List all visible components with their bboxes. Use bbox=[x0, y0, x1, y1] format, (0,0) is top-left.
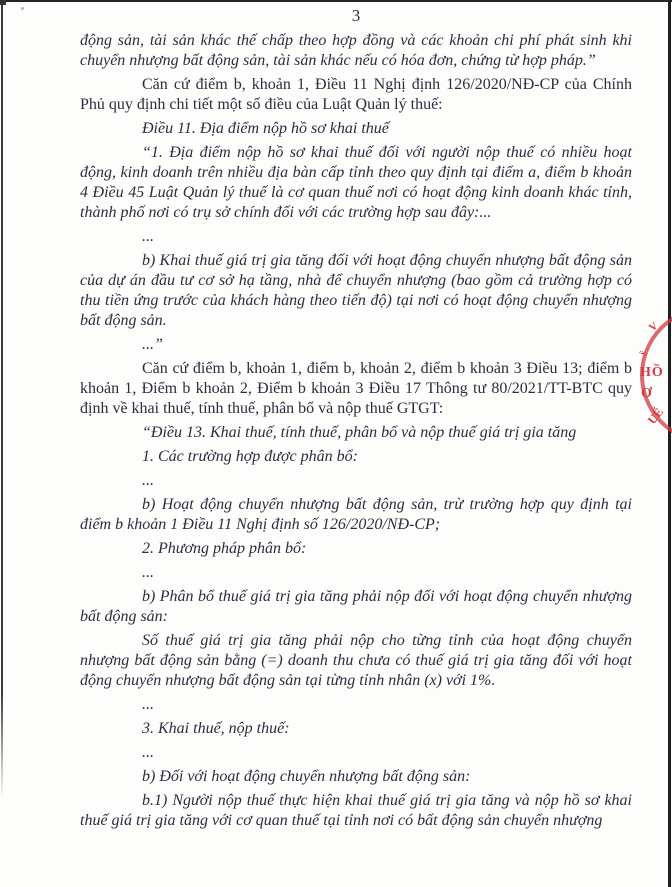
paragraph: Căn cứ điểm b, khoản 1, Điều 11 Nghị định 126/2020/NĐ-CP của Chính Phủ quy định chi tiết một số điều của Luật Quản lý thuế: bbox=[80, 76, 632, 113]
paragraph: “Điều 13. Khai thuế, tính thuế, phân bổ và nộp thuế giá trị gia tăng bbox=[142, 424, 577, 441]
paragraph: Điều 11. Địa điểm nộp hồ sơ khai thuế bbox=[142, 120, 389, 137]
paragraph: 3. Khai thuế, nộp thuế: bbox=[142, 720, 290, 737]
scan-corner-mark bbox=[0, 0, 6, 5]
stamp-text-fragment: UẾ bbox=[644, 405, 666, 427]
paragraph: 1. Các trường hợp được phân bổ: bbox=[142, 448, 358, 465]
scan-edge-right bbox=[668, 0, 671, 887]
stamp-text-fragment: ỹ bbox=[637, 349, 648, 357]
paragraph: ... bbox=[142, 696, 154, 713]
paragraph: b) Khai thuế giá trị gia tăng đối với hoạt động chuyển nhượng bất động sản của dự án đầu tư cơ sở hạ tầng, nhà để chuyển nhượng (bao gồm cả trường hợp có thu tiền ứng trước của khách hàng theo tiến độ) tại nơi có hoạt động chuyển nhượng bất động sản. bbox=[80, 252, 632, 329]
paragraph: b) Hoạt động chuyển nhượng bất động sản, trừ trường hợp quy định tại điểm b khoản 1 Điều 11 Nghị định số 126/2020/NĐ-CP; bbox=[80, 496, 632, 533]
paragraph: ... bbox=[142, 564, 154, 581]
paragraph: ... bbox=[142, 472, 154, 489]
paragraph: ... bbox=[142, 744, 154, 761]
document-body bbox=[80, 31, 632, 835]
paragraph: ...” bbox=[142, 336, 163, 353]
paragraph: Căn cứ điểm b, khoản 1, điểm b, khoản 2, điểm b khoản 3 Điều 13; điểm b khoản 1, Điểm b khoản 2, Điểm b khoản 3 Điều 17 Thông tư 80/2021/TT-BTC quy định về khai thuế, tính thuế, phân bổ và nộp thuế GTGT: bbox=[80, 360, 632, 417]
paragraph: Số thuế giá trị gia tăng phải nộp cho từng tỉnh của hoạt động chuyển nhượng bất động sản bằng (=) doanh thu chưa có thuế giá trị gia tăng đối với hoạt động chuyển nhượng bất động sản tại từng tỉnh nhân (x) với 1%. bbox=[80, 632, 632, 689]
paragraph: b) Phân bổ thuế giá trị gia tăng phải nộp đối với hoạt động chuyển nhượng bất động sản: bbox=[80, 588, 632, 625]
scan-edge-left bbox=[1, 0, 3, 887]
paragraph: động sản, tài sản khác thế chấp theo hợp đồng và các khoản chi phí phát sinh khi chuyển nhượng bất động sản, tài sản khác nếu có hóa đơn, chứng từ hợp pháp.” bbox=[80, 32, 632, 69]
paragraph: ... bbox=[142, 228, 154, 245]
stamp-text-fragment: HỒ bbox=[640, 365, 664, 380]
scan-edge-top bbox=[0, 0, 672, 2]
paragraph: 2. Phương pháp phân bổ: bbox=[142, 540, 307, 557]
stamp-text-fragment: V bbox=[646, 319, 661, 335]
paragraph: b.1) Người nộp thuế thực hiện khai thuế giá trị gia tăng và nộp hồ sơ khai thuế giá trị gia tăng với cơ quan thuế tại tỉnh nơi có bất động sản chuyển nhượng bbox=[80, 792, 632, 829]
page-number: 3 bbox=[351, 6, 361, 25]
paragraph: “1. Địa điểm nộp hồ sơ khai thuế đối với người nộp thuế có nhiều hoạt động, kinh doanh trên nhiều địa bàn cấp tỉnh theo quy định tại điểm a, điểm b khoản 4 Điều 45 Luật Quản lý thuế là cơ quan thuế nơi có hoạt động kinh doanh khác tỉnh, thành phố nơi có trụ sở chính đối với các trường hợp sau đây:... bbox=[80, 144, 632, 221]
stamp-text-fragment: Ơ bbox=[641, 386, 652, 401]
paragraph: b) Đối với hoạt động chuyển nhượng bất động sản: bbox=[142, 768, 471, 785]
